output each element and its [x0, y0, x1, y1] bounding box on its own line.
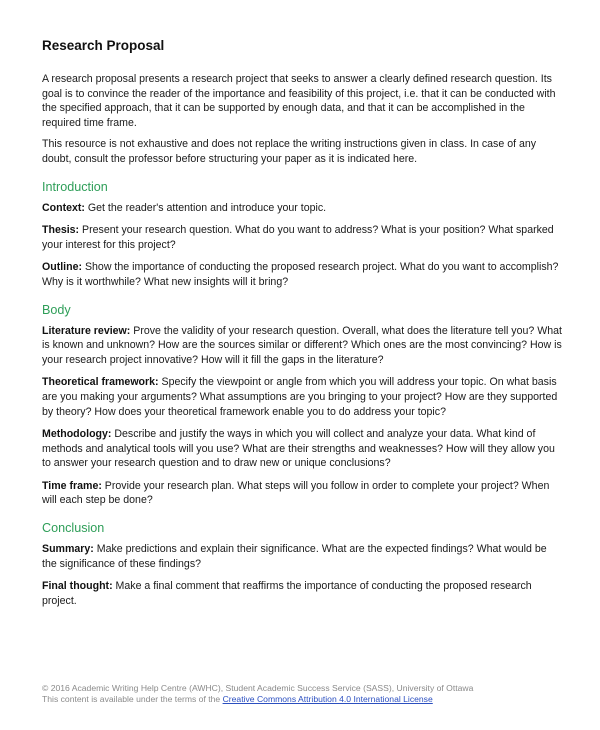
item-text: Present your research question. What do you want to address? What is your position? What sparked your interest for this project?: [42, 224, 554, 251]
list-item-theoretical-framework: [42, 375, 562, 419]
section-heading-introduction: Introduction: [42, 179, 108, 194]
item-term: Theoretical framework:: [42, 376, 159, 389]
item-text: Prove the validity of your research question. Overall, what does the literature tell you? What is known and unknown? How are the sources similar or different? Which ones are the most convincing? How is your research project innovative? How will it fill the gaps in the literature?: [42, 324, 562, 366]
item-term: Context:: [42, 201, 85, 214]
document-content: [42, 72, 562, 616]
item-term: Summary:: [42, 543, 94, 556]
item-term: Final thought:: [42, 580, 113, 593]
footer-copyright: © 2016 Academic Writing Help Centre (AWHC), Student Academic Success Service (SASS), University of Ottawa: [42, 683, 474, 693]
license-link[interactable]: Creative Commons Attribution 4.0 International License: [222, 694, 433, 705]
list-item-final-thought: [42, 579, 562, 608]
item-term: Literature review:: [42, 324, 131, 337]
item-text: Get the reader's attention and introduce your topic.: [84, 201, 327, 214]
license-prefix: This content is available under the terms of the: [42, 694, 223, 705]
item-text: Specify the viewpoint or angle from which you will address your topic. On what basis are you making your arguments? What assumptions are you bringing to your project? How are they supported by theory? How does your theoretical framework enable you to do address your topic?: [42, 376, 558, 418]
item-term: Methodology:: [42, 428, 112, 441]
list-item-outline: [42, 260, 562, 289]
item-text: Make predictions and explain their significance. What are the expected findings? What would be the significance of these findings?: [42, 543, 547, 570]
section-heading-body: Body: [42, 302, 71, 317]
item-term: Thesis:: [42, 224, 80, 237]
list-item-thesis: [42, 223, 562, 252]
list-item-summary: [42, 542, 562, 571]
item-text: Describe and justify the ways in which you will collect and analyze your data. What kind of methods and analytical tools will you use? What are their strengths and weaknesses? How will they allow you to answer your research question and to draw new or unique conclusions?: [42, 428, 555, 470]
item-text: Show the importance of conducting the proposed research project. What do you want to accomplish? Why is it worthwhile? What new insights will it bring?: [42, 261, 559, 288]
footer-license: [42, 694, 572, 705]
section-heading-conclusion: Conclusion: [42, 521, 105, 536]
item-text: Make a final comment that reaffirms the importance of conducting the proposed research project.: [42, 580, 532, 607]
list-item-context: [42, 201, 562, 216]
list-item-methodology: [42, 427, 562, 471]
page-title: Research Proposal: [42, 38, 165, 53]
item-text: Provide your research plan. What steps will you follow in order to complete your project? When will each step be done?: [42, 479, 550, 507]
item-term: Time frame:: [42, 479, 102, 492]
item-term: Outline:: [42, 261, 83, 274]
footer: [42, 683, 572, 706]
list-item-time-frame: [42, 479, 562, 508]
disclaimer-paragraph: This resource is not exhaustive and does not replace the writing instructions given in class. In case of any doubt, consult the professor before structuring your paper as it is indicated here.: [42, 138, 537, 165]
list-item-literature-review: [42, 324, 562, 368]
intro-paragraph: A research proposal presents a research project that seeks to answer a clearly defined research question. Its goal is to convince the reader of the importance and feasibility of this project, i.e. that it can be conducted with the specified approach, that it can be supported by enough data, and that it can be accomplished in the required time frame.: [42, 73, 556, 129]
